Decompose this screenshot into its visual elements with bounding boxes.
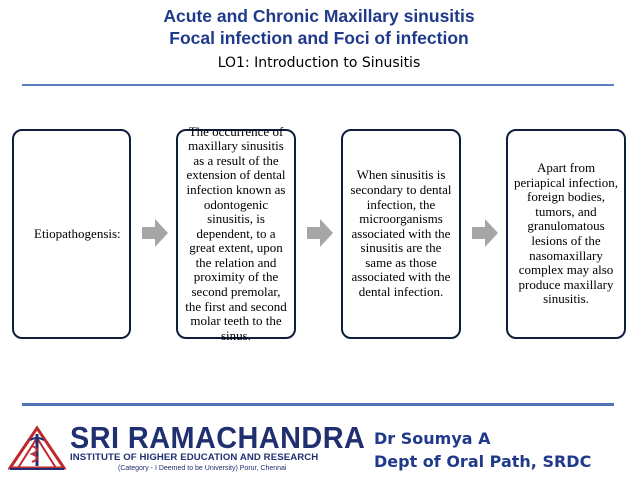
flow-box-text: When sinusitis is secondary to dental infection, the microorganisms associated with the sinusitis are the same as those associated with the dental infection. [350,167,452,300]
header-divider [22,84,614,86]
slide-subtitle: LO1: Introduction to Sinusitis [217,55,421,71]
slide-title-line-1: Acute and Chronic Maxillary sinusitis [163,6,475,26]
flow-box-microorganisms [341,129,461,339]
right-arrow-icon [472,219,498,247]
flow-box-text: Apart from periapical infection, foreign bodies, tumors, and granulomatous lesions of the nasomaxillary complex may also produce maxillary sinusitis. [514,160,618,307]
institute-subtitle: INSTITUTE OF HIGHER EDUCATION AND RESEARCH [70,452,319,463]
flow-box-etiopathogenesis [12,129,131,339]
institute-category: (Category - I Deemed to be University) Porur, Chennai [118,465,287,472]
right-arrow-icon [142,219,168,247]
institute-emblem-icon [8,424,66,472]
institute-name: SRI RAMACHANDRA [70,420,366,455]
flow-box-odontogenic-sinusitis [176,123,296,343]
footer-divider [22,403,614,406]
flow-box-text: Etiopathogensis: [34,225,121,241]
author-name: Dr Soumya A [374,429,491,448]
flow-box-other-causes [506,129,626,339]
flow-box-text: The occurrence of maxillary sinusitis as a result of the extension of dental infection known as odontogenic sinusitis, is dependent, to a great extent, upon the relation and proximity of the second premolar, the first and second molar teeth to the sinus. [185,123,287,343]
slide-title-line-2: Focal infection and Foci of infection [169,28,469,48]
author-department: Dept of Oral Path, SRDC [374,452,592,471]
right-arrow-icon [307,219,333,247]
